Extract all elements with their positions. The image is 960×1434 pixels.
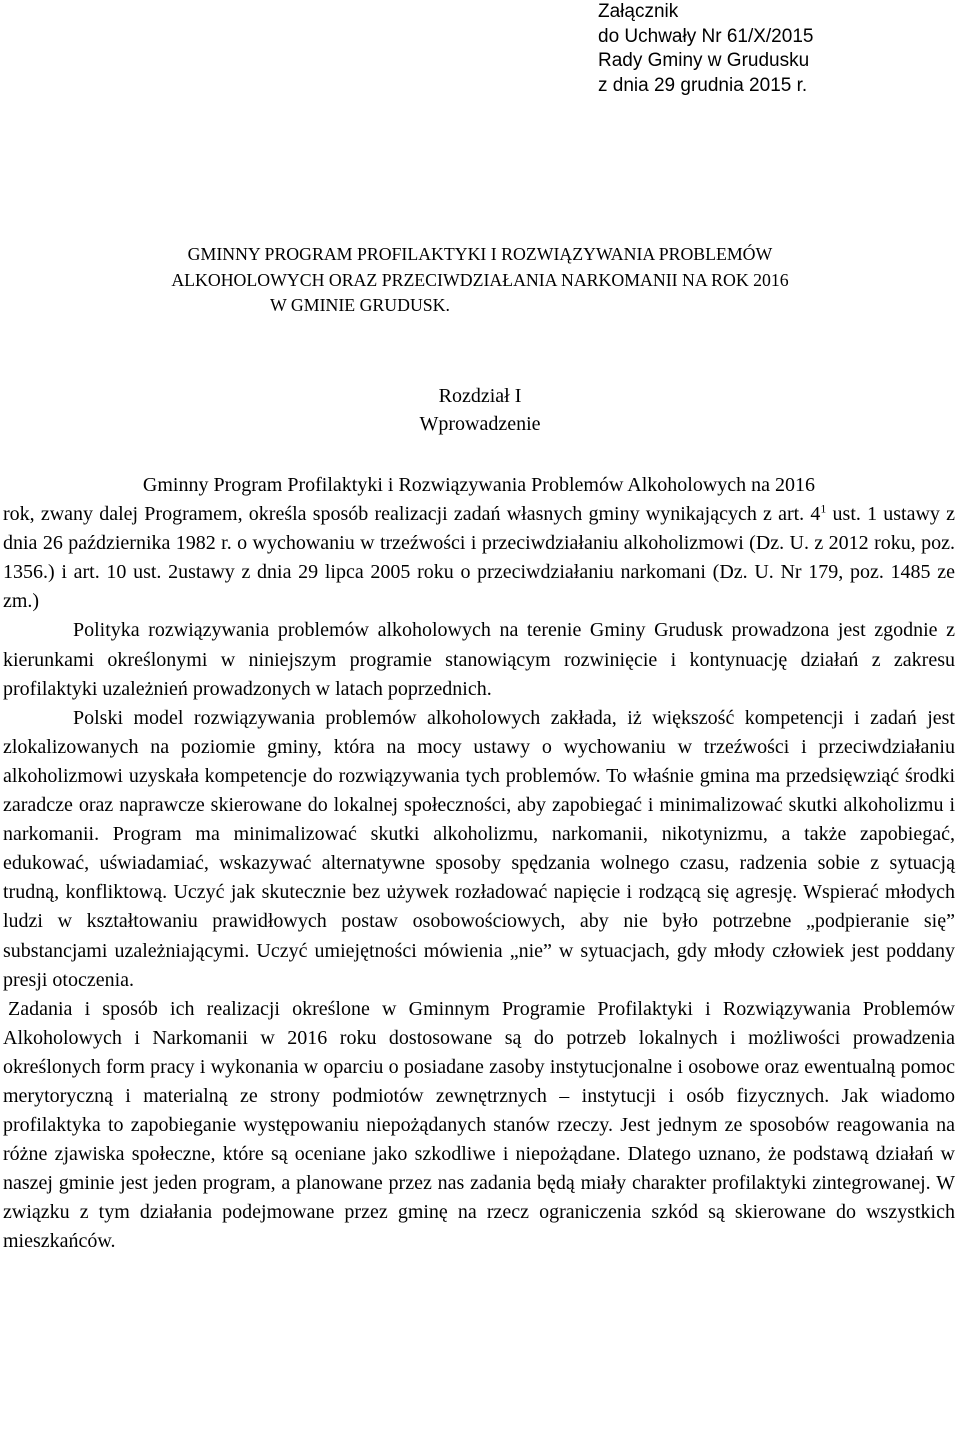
chapter-name: Wprowadzenie: [419, 413, 541, 435]
title-line-3: W GMINIE GRUDUSK.: [270, 295, 450, 315]
tasks-paragraph: Zadania i sposób ich realizacji określone w Gminnym Programie Profilaktyki i Rozwiązywania Problemów Alkoholowych i Narkomanii w 2016 roku dostosowane są do potrzeb lokalnych i możliwości prowadzenia określonych form pracy i wykonania w oparciu o posiadane zasoby instytucjonalne i osobowe oraz ewentualną pomoc merytoryczną i materialną ze strony podmiotów zewnętrznych – instytucji i osób fizycznych. Jak wiadomo profilaktyka to zapobieganie występowaniu niepożądanych stanów rzeczy. Jest jednym ze sposobów reagowania na różne zjawiska społeczne, które są oceniane jako szkodliwe i niepożądane. Dlatego uznano, że podstawą działań w naszej gminie jest jeden program, a planowane przez nas zadania będą miały charakter profilaktyki zintegrowanej. W związku z tym działania podejmowane przez gminę na rzecz ograniczenia szkód są skierowane do wszystkich mieszkańców.: [3, 997, 955, 1253]
intro-text-part-1: rok, zwany dalej Programem, określa sposób realizacji zadań własnych gminy wynikających z art. 4: [3, 503, 821, 526]
title-line-1: GMINNY PROGRAM PROFILAKTYKI I ROZWIĄZYWANIA PROBLEMÓW: [187, 244, 773, 264]
chapter-number: Rozdział I: [438, 385, 522, 407]
intro-paragraph: [3, 471, 955, 616]
council-name: Rady Gminy w Grudusku: [598, 50, 810, 72]
resolution-number: do Uchwały Nr 61/X/2015: [598, 25, 814, 47]
legal-superscript: 1: [820, 501, 827, 516]
attachment-header: [598, 0, 813, 98]
document-body: [3, 471, 955, 1257]
program-title: [0, 242, 960, 319]
model-paragraph: Polski model rozwiązywania problemów alkoholowych zakłada, iż większość kompetencji i zadań jest zlokalizowanych na poziomie gminy, która na mocy ustawy o wychowaniu w trzeźwości i przeciwdziałaniu alkoholizmowi uzyskała kompetencje do rozwiązywania tych problemów. To właśnie gmina ma przedsięwziąć środki zaradcze oraz naprawcze skierowane do lokalnej społeczności, aby zapobiegać i minimalizować skutki alkoholizmu i narkomanii. Program ma minimalizować skutki alkoholizmu, narkomanii, nikotynizmu, a także zapobiegać, edukować, uświadamiać, wskazywać alternatywne sposoby spędzania wolnego czasu, radzenia sobie z sytuacją trudną, konfliktową. Uczyć jak skutecznie bez używek rozładować napięcie i rodzącą się agresję. Wspierać młodych ludzi w kształtowaniu prawidłowych postaw osobowościowych, aby nie było potrzebne „podpieranie się” substancjami uzależniającymi. Uczyć umiejętności mówienia „nie” w sytuacjach, gdy młody człowiek jest poddany presji otoczenia.: [3, 706, 955, 991]
intro-lead: Gminny Program Profilaktyki i Rozwiązywania Problemów Alkoholowych na 2016: [142, 474, 816, 496]
policy-paragraph: Polityka rozwiązywania problemów alkoholowych na terenie Gminy Grudusk prowadzona jest zgodnie z kierunkami określonymi w niniejszym programie stanowiącym rozwinięcie i kontynuację działań z zakresu profilaktyki uzależnień prowadzonych w latach poprzednich.: [3, 619, 955, 700]
intro-text-part-2: ust. 1 ustawy z dnia 26 października 1982 r. o wychowaniu w trzeźwości i przeciwdziałaniu alkoholizmowi (Dz. U. z 2012 roku, poz. 1356.) i art. 10 ust. 2ustawy z dnia 29 lipca 2005 roku o przeciwdziałaniu narkomani (Dz. U. Nr 179, poz. 1485 ze zm.): [3, 503, 955, 613]
title-line-2: ALKOHOLOWYCH ORAZ PRZECIWDZIAŁANIA NARKOMANII NA ROK 2016: [171, 269, 789, 290]
resolution-date: z dnia 29 grudnia 2015 r.: [598, 74, 808, 96]
attachment-label: Załącznik: [598, 1, 679, 22]
chapter-heading: [0, 382, 960, 438]
